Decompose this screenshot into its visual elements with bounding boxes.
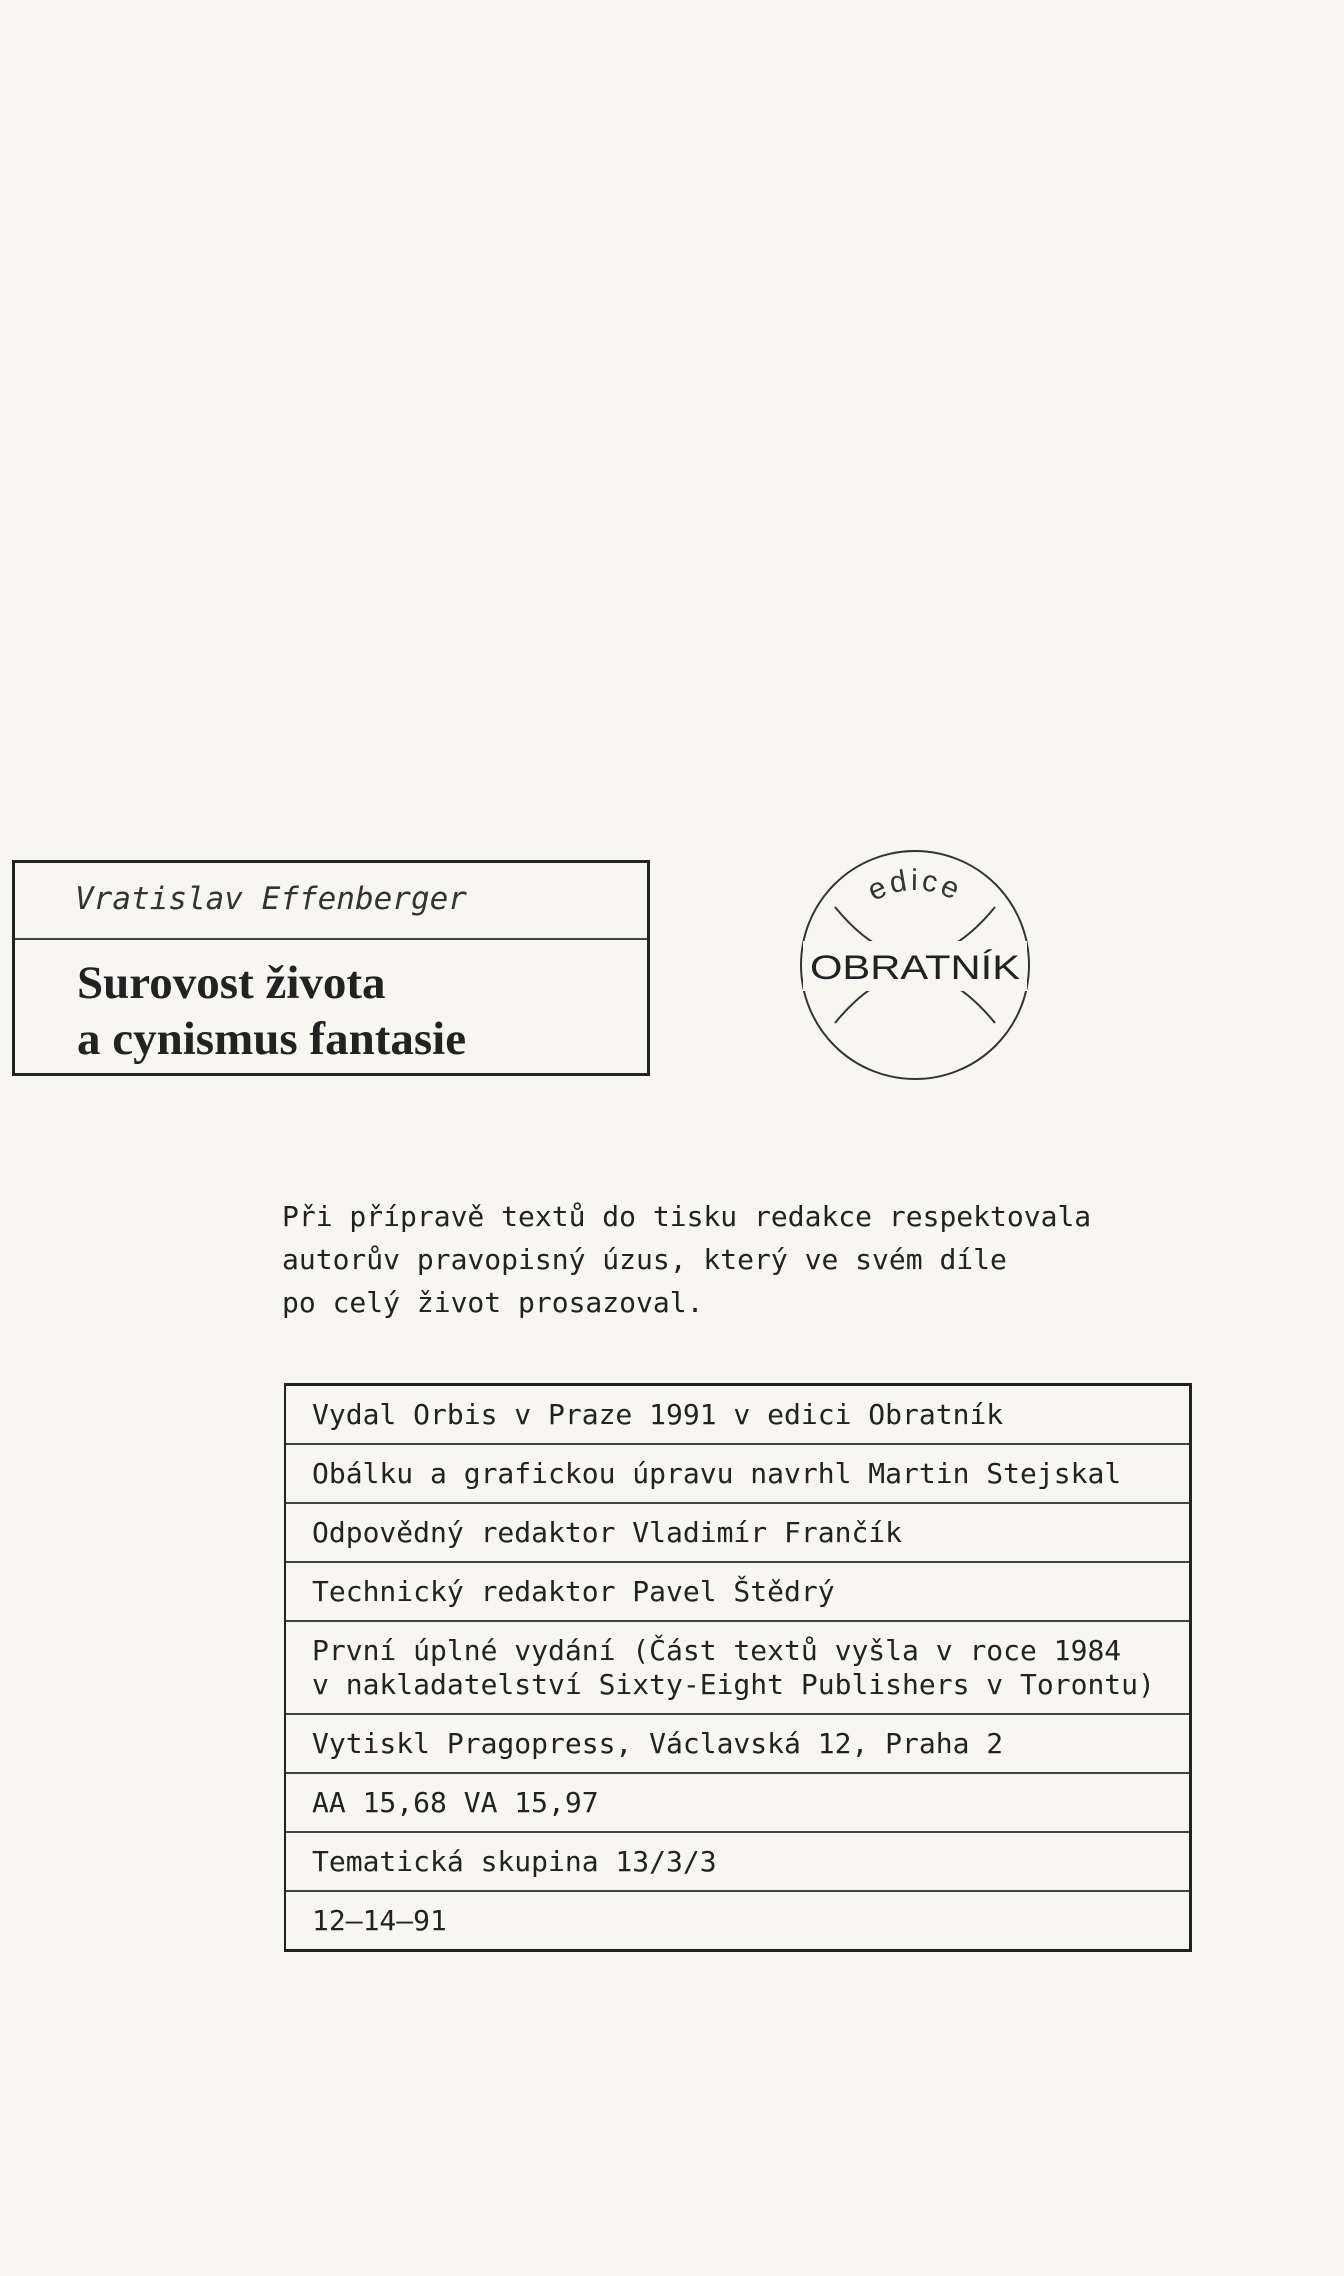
- note-line: po celý život prosazoval.: [282, 1286, 704, 1319]
- imprint-table: [284, 1383, 1192, 1952]
- imprint-row-sheets: AA 15,68 VA 15,97: [286, 1774, 1189, 1833]
- title-box: [12, 860, 650, 1076]
- imprint-row-printer: Vytiskl Pragopress, Václavská 12, Praha 2: [286, 1715, 1189, 1774]
- book-title-line-1: Surovost života: [77, 957, 386, 1009]
- logo-name: OBRATNÍK: [810, 949, 1021, 987]
- book-title: [77, 955, 466, 1067]
- imprint-row-technical-editor: Technický redaktor Pavel Štědrý: [286, 1563, 1189, 1622]
- imprint-row-cover-design: Obálku a grafickou úpravu navrhl Martin Stejskal: [286, 1445, 1189, 1504]
- book-title-line-2: a cynismus fantasie: [77, 1013, 467, 1065]
- imprint-row-editor: Odpovědný redaktor Vladimír Frančík: [286, 1504, 1189, 1563]
- imprint-row-edition: První úplné vydání (Část textů vyšla v roce 1984 v nakladatelství Sixty-Eight Publishers v Torontu): [286, 1622, 1189, 1715]
- note-line: Při přípravě textů do tisku redakce respektovala: [282, 1200, 1092, 1233]
- title-divider: [15, 938, 647, 940]
- edice-obratnik-logo: [795, 845, 1035, 1085]
- imprint-row-publisher: Vydal Orbis v Praze 1991 v edici Obratník: [286, 1386, 1189, 1445]
- editorial-note: [282, 1195, 1091, 1324]
- imprint-row-thematic-group: Tematická skupina 13/3/3: [286, 1833, 1189, 1892]
- note-line: autorův pravopisný úzus, který ve svém díle: [282, 1243, 1007, 1276]
- logo-arc-text: edice: [862, 863, 968, 908]
- imprint-row-code: 12—14—91: [312, 1904, 447, 1937]
- author-name: Vratislav Effenberger: [75, 881, 467, 917]
- svg-text:edice: [863, 864, 967, 907]
